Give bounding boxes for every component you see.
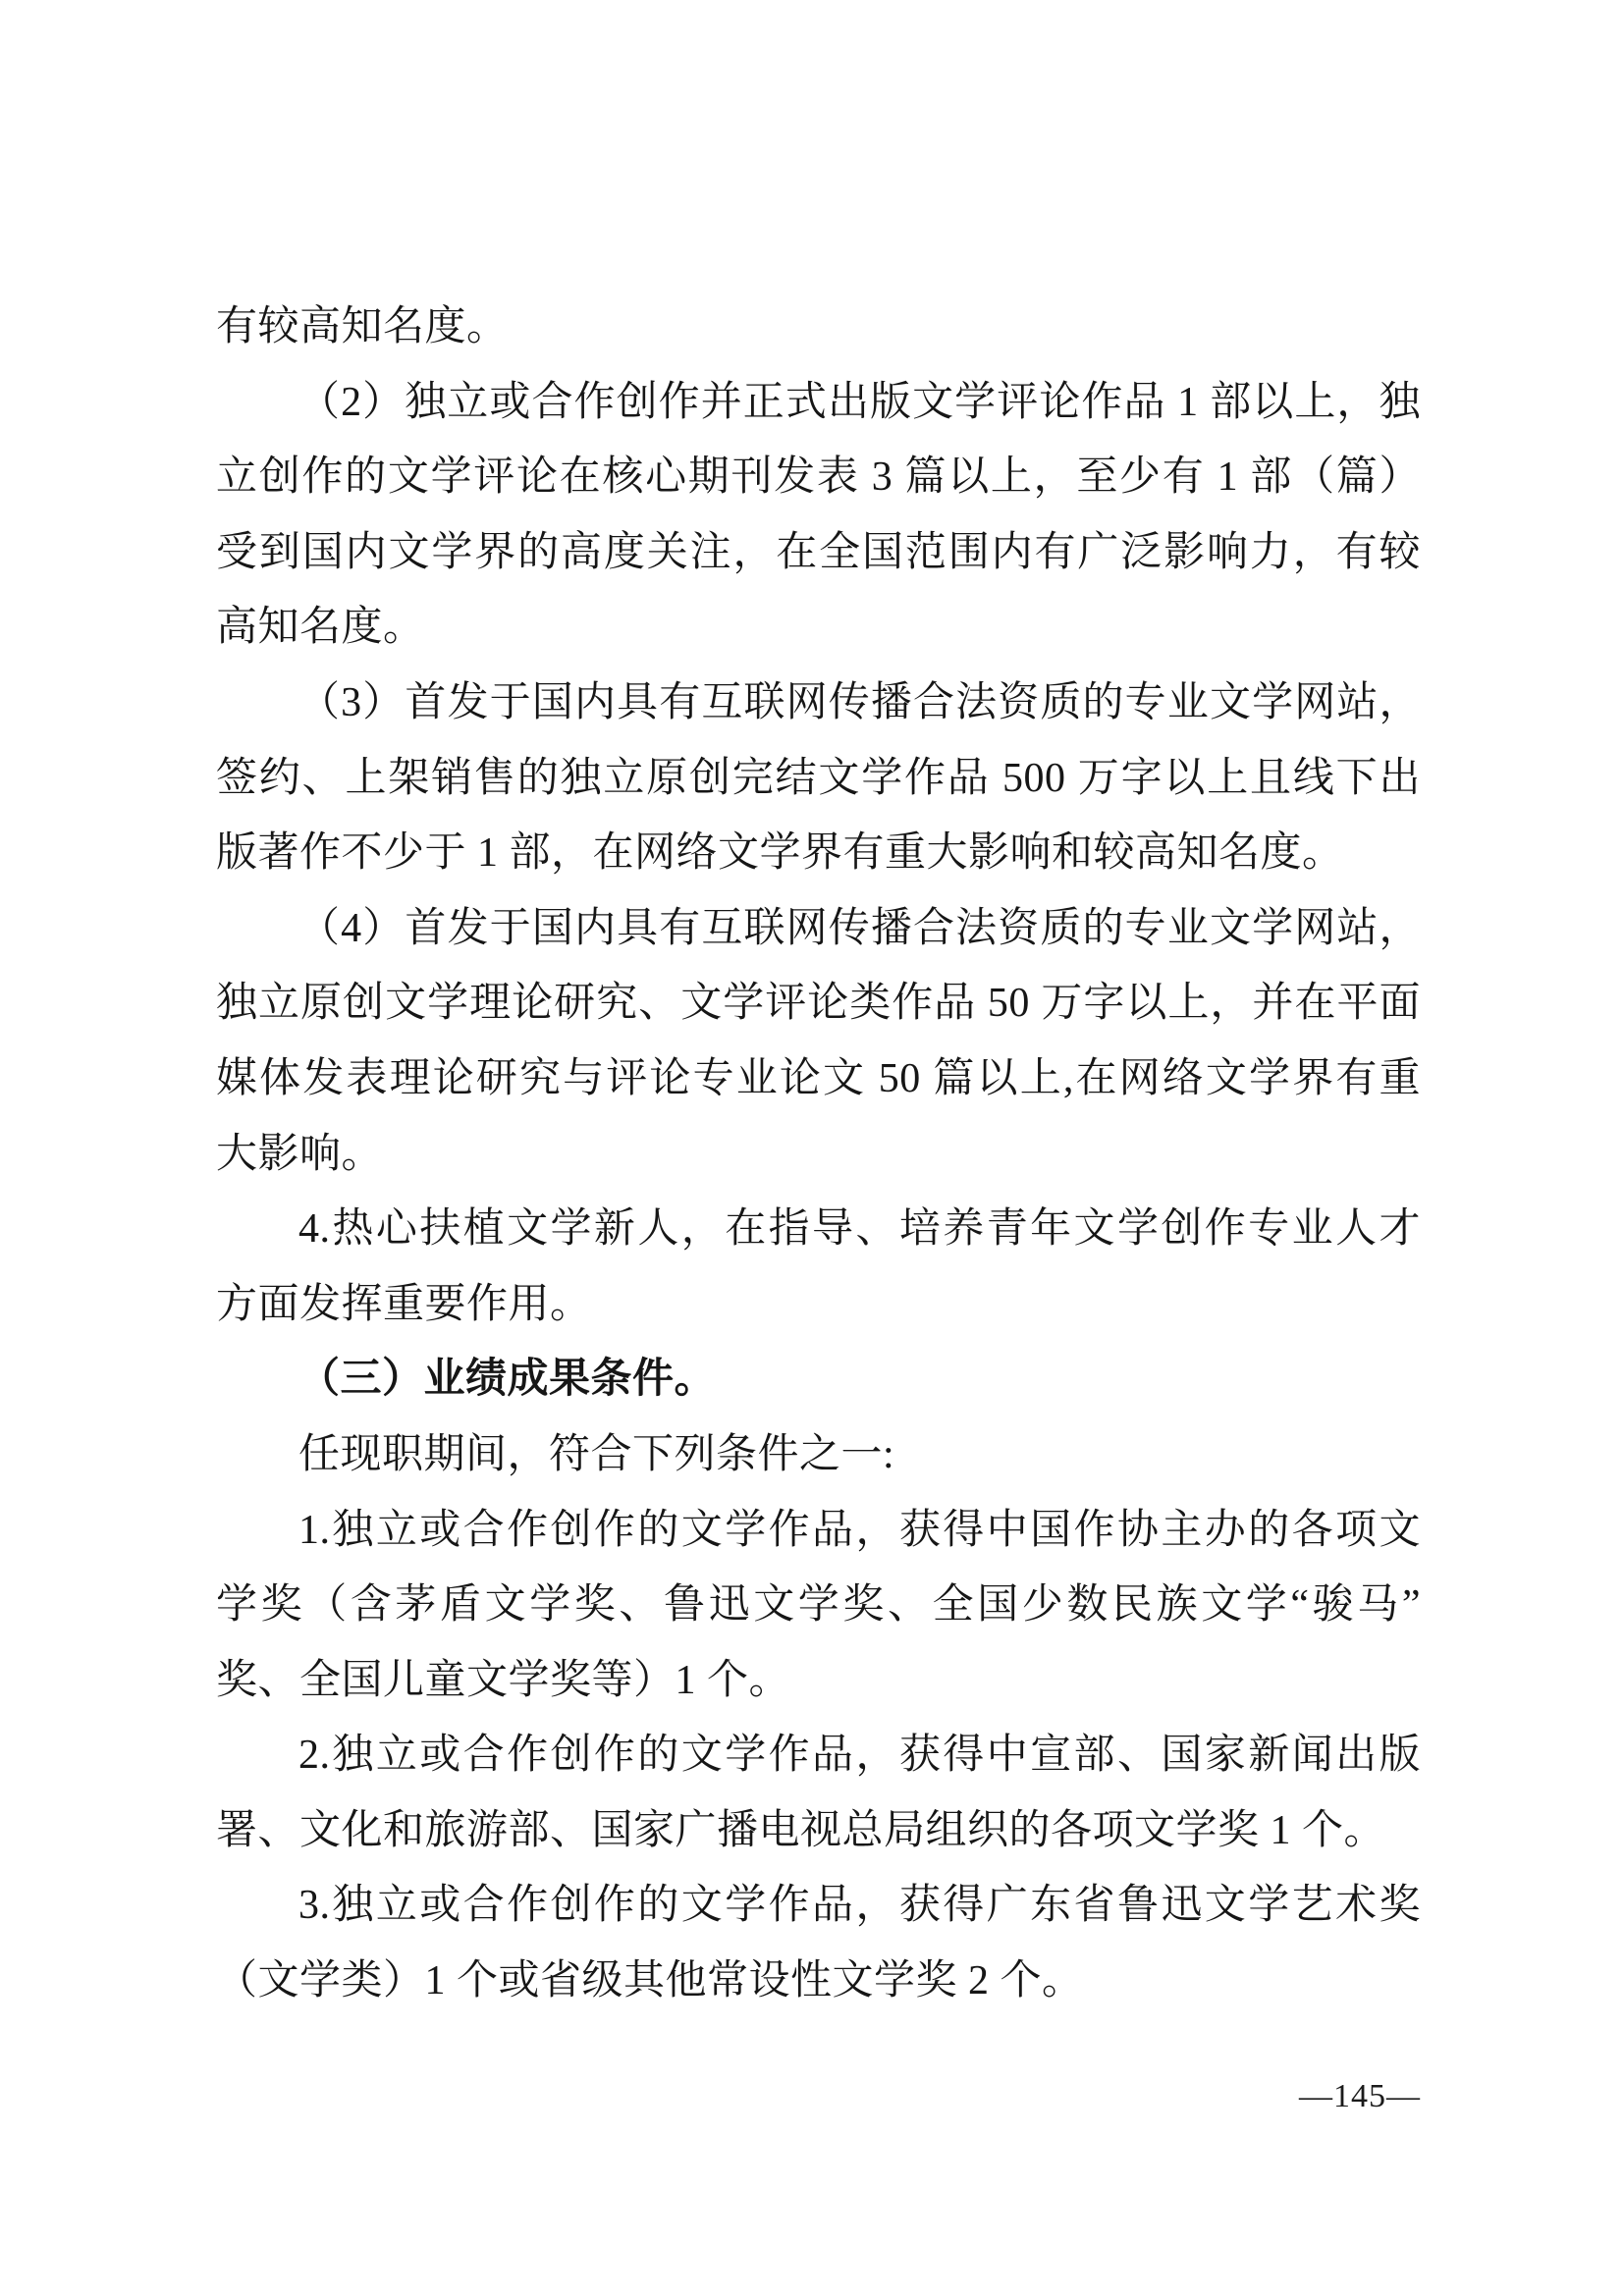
text-line: 学奖（含茅盾文学奖、鲁迅文学奖、全国少数民族文学“骏马”: [216, 1582, 1421, 1629]
document-body: [216, 290, 1421, 2019]
page-number: —145—: [1299, 2078, 1421, 2114]
text-line: 有较高知名度。: [216, 304, 509, 349]
text-line: 奖、全国儿童文学奖等）1 个。: [216, 1657, 791, 1703]
text-line: 方面发挥重要作用。: [216, 1281, 592, 1327]
text-line: 署、文化和旅游部、国家广播电视总局组织的各项文学奖 1 个。: [216, 1807, 1386, 1853]
text-line: 独立原创文学理论研究、文学评论类作品 50 万字以上，并在平面: [216, 981, 1421, 1027]
text-line: 1.独立或合作创作的文学作品，获得中国作协主办的各项文: [298, 1507, 1421, 1553]
text-line: 4.热心扶植文学新人，在指导、培养青年文学创作专业人才: [298, 1206, 1421, 1253]
text-line: 2.独立或合作创作的文学作品，获得中宣部、国家新闻出版: [298, 1733, 1421, 1779]
text-line: 任现职期间，符合下列条件之一:: [298, 1431, 895, 1477]
text-line: （三）业绩成果条件。: [298, 1357, 717, 1403]
text-line: 签约、上架销售的独立原创完结文学作品 500 万字以上且线下出: [216, 755, 1421, 801]
text-line: 媒体发表理论研究与评论专业论文 50 篇以上,在网络文学界有重: [216, 1055, 1421, 1101]
text-line: （文学类）1 个或省级其他常设性文学奖 2 个。: [216, 1958, 1084, 2004]
text-line: 高知名度。: [216, 605, 425, 651]
text-line: （2）独立或合作创作并正式出版文学评论作品 1 部以上，独: [298, 379, 1421, 425]
text-line: 版著作不少于 1 部，在网络文学界有重大影响和较高知名度。: [216, 830, 1344, 877]
text-line: 3.独立或合作创作的文学作品，获得广东省鲁迅文学艺术奖: [298, 1883, 1421, 1929]
text-line: 立创作的文学评论在核心期刊发表 3 篇以上，至少有 1 部（篇）: [216, 454, 1421, 501]
text-line: 大影响。: [216, 1131, 384, 1177]
text-line: （4）首发于国内具有互联网传播合法资质的专业文学网站，: [298, 905, 1421, 951]
text-line: 受到国内文学界的高度关注，在全国范围内有广泛影响力，有较: [216, 529, 1421, 575]
text-line: （3）首发于国内具有互联网传播合法资质的专业文学网站，: [298, 679, 1421, 725]
